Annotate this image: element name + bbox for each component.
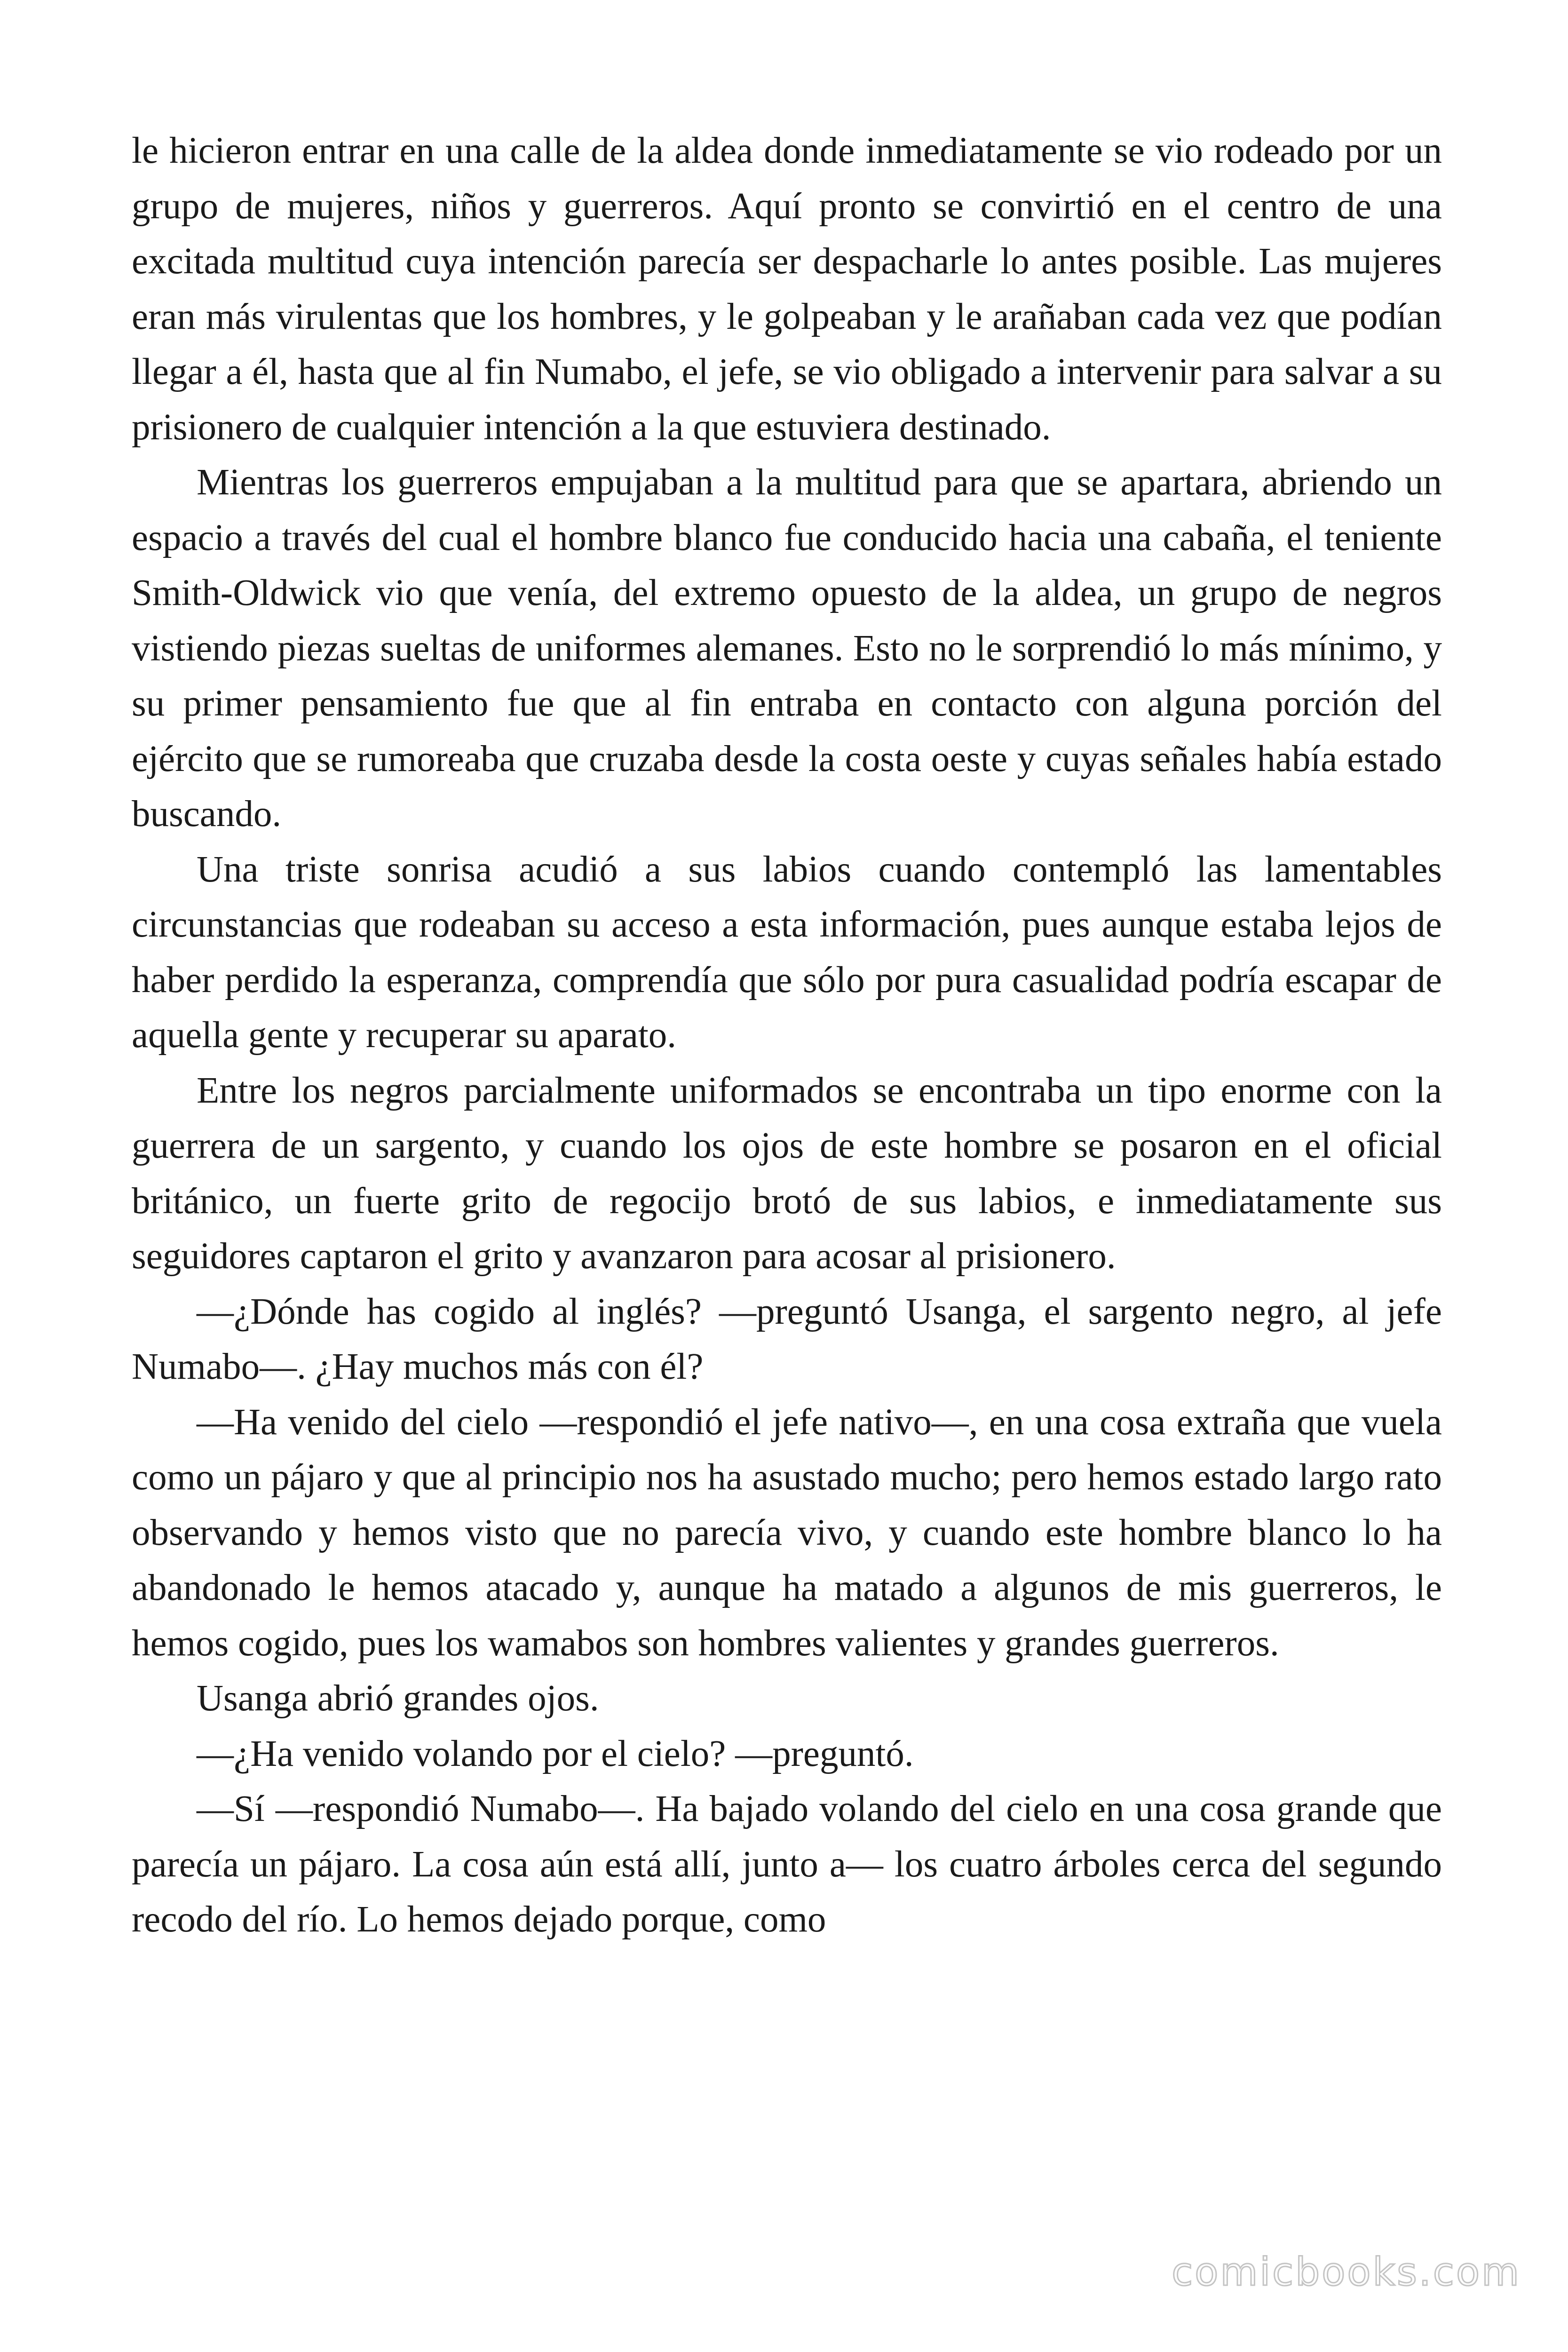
paragraph: Una triste sonrisa acudió a sus labios cuando contempló las lamentables circunstancias que rodeaban su acceso a esta información, pues aunque estaba lejos de haber perdido la esperanza, comprendía que sólo por pura casualidad podría escapar de aquella gente y recuperar su aparato. [132,849,1442,1056]
dialogue-paragraph: —Sí —respondió Numabo—. Ha bajado volando del cielo en una cosa grande que parecía un pájaro. La cosa aún está allí, junto a— los cuatro árboles cerca del segundo recodo del río. Lo hemos dejado porque, como [132,1788,1442,1940]
dialogue-paragraph: —¿Dónde has cogido al inglés? —preguntó Usanga, el sargento negro, al jefe Numabo—. ¿Hay muchos más con él? [132,1291,1442,1387]
paragraph: Usanga abrió grandes ojos. [197,1678,599,1719]
paragraph: Entre los negros parcialmente uniformados se encontraba un tipo enorme con la guerrera de un sargento, y cuando los ojos de este hombre se posaron en el oficial británico, un fuerte grito de regocijo brotó de sus labios, e inmediatamente sus seguidores captaron el grito y avanzaron para acosar al prisionero. [132,1070,1442,1277]
paragraph: Mientras los guerreros empujaban a la multitud para que se apartara, abriendo un espacio a través del cual el hombre blanco fue conducido hacia una cabaña, el teniente Smith-Oldwick vio que venía, del extremo opuesto de la aldea, un grupo de negros vistiendo piezas sueltas de uniformes alemanes. Esto no le sorprendió lo más mínimo, y su primer pensamiento fue que al fin entraba en contacto con alguna porción del ejército que se rumoreaba que cruzaba desde la costa oeste y cuyas señales había estado buscando. [132,462,1442,834]
paragraph-continuation: le hicieron entrar en una calle de la aldea donde inmediatamente se vio rodeado por un grupo de mujeres, niños y guerreros. Aquí pronto se convirtió en el centro de una excitada multitud cuya intención parecía ser despacharle lo antes posible. Las mujeres eran más virulentas que los hombres, y le golpeaban y le arañaban cada vez que podían llegar a él, hasta que al fin Numabo, el jefe, se vio obligado a intervenir para salvar a su prisionero de cualquier intención a la que estuviera destinado. [132,130,1442,448]
dialogue-paragraph: —Ha venido del cielo —respondió el jefe nativo—, en una cosa extraña que vuela como un pájaro y que al principio nos ha asustado mucho; pero hemos estado largo rato observando y hemos visto que no parecía vivo, y cuando este hombre blanco lo ha abandonado le hemos atacado y, aunque ha matado a algunos de mis guerreros, le hemos cogido, pues los wamabos son hombres valientes y grandes guerreros. [132,1401,1442,1664]
dialogue-paragraph: —¿Ha venido volando por el cielo? —preguntó. [197,1733,914,1774]
watermark: comicbooks.com [1172,2250,1521,2295]
page-text [132,123,1442,1947]
